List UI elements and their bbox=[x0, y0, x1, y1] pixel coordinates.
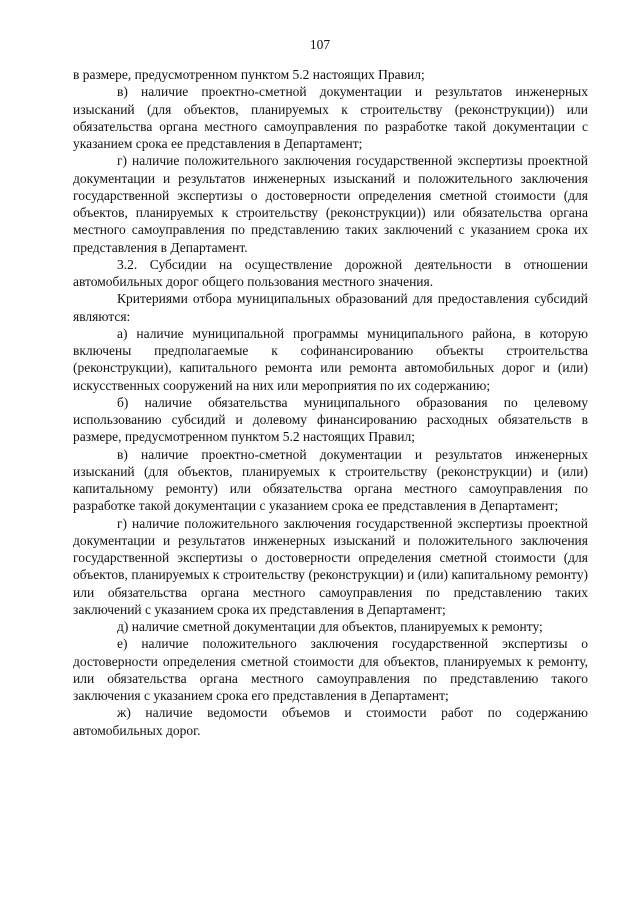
paragraph-item-g: г) наличие положительного заключения государственной экспертизы проектной документации и результатов инженерных изысканий и положительного заключения государственной экспертизы о достоверности определения сметной стоимости (для объектов, планируемых к строительству (реконструкции)) или обязательства органа местного самоуправления по представлению таких заключений с указанием срока их представления в Департамент. bbox=[73, 153, 588, 255]
paragraph-section-3-2: 3.2. Субсидии на осуществление дорожной деятельности в отношении автомобильных дорог общего пользования местного значения. bbox=[73, 256, 588, 289]
paragraph-item-g-2: г) наличие положительного заключения государственной экспертизы проектной документации и результатов инженерных изысканий и положительного заключения государственной экспертизы о достоверности определения сметной стоимости (для объектов, планируемых к строительству (реконструкции) и (или) капитальному ремонту) или обязательства органа местного самоуправления по представлению таких заключений с указанием срока их представления в Департамент; bbox=[73, 515, 588, 617]
document-body bbox=[73, 66, 588, 739]
paragraph-item-v-2: в) наличие проектно-сметной документации и результатов инженерных изысканий (для объектов, планируемых к строительству (реконструкции) и (или) капитальному ремонту) или обязательства органа местного самоуправления по разработке такой документации с указанием срока ее представления в Департамент; bbox=[73, 446, 588, 514]
paragraph-item-zh: ж) наличие ведомости объемов и стоимости работ по содержанию автомобильных дорог. bbox=[73, 705, 588, 738]
paragraph-item-v: в) наличие проектно-сметной документации и результатов инженерных изысканий (для объектов, планируемых к строительству (реконструкции)) или обязательства органа местного самоуправления по разработке такой документации с указанием срока ее представления в Департамент; bbox=[73, 84, 588, 151]
paragraph-continuation: в размере, предусмотренном пунктом 5.2 настоящих Правил; bbox=[73, 67, 425, 82]
paragraph-criteria-intro: Критериями отбора муниципальных образований для предоставления субсидий являются: bbox=[73, 291, 588, 324]
paragraph-item-d: д) наличие сметной документации для объектов, планируемых к ремонту; bbox=[117, 619, 543, 634]
paragraph-item-b: б) наличие обязательства муниципального образования по целевому использованию субсидий и долевому финансированию расходных обязательств в размере, предусмотренном пунктом 5.2 настоящих Правил; bbox=[73, 394, 588, 445]
paragraph-item-e: е) наличие положительного заключения государственной экспертизы о достоверности определения сметной стоимости для объектов, планируемых к ремонту, или обязательства органа местного самоуправления по представлению такого заключения с указанием срока его представления в Департамент; bbox=[73, 636, 588, 703]
paragraph-item-a: а) наличие муниципальной программы муниципального района, в которую включены предполагаемые к софинансированию объекты строительства (реконструкции), капитального ремонта или ремонта автомобильных дорог и (или) искусственных сооружений на них или мероприятия по их содержанию; bbox=[73, 325, 588, 393]
page-number: 107 bbox=[309, 37, 331, 52]
